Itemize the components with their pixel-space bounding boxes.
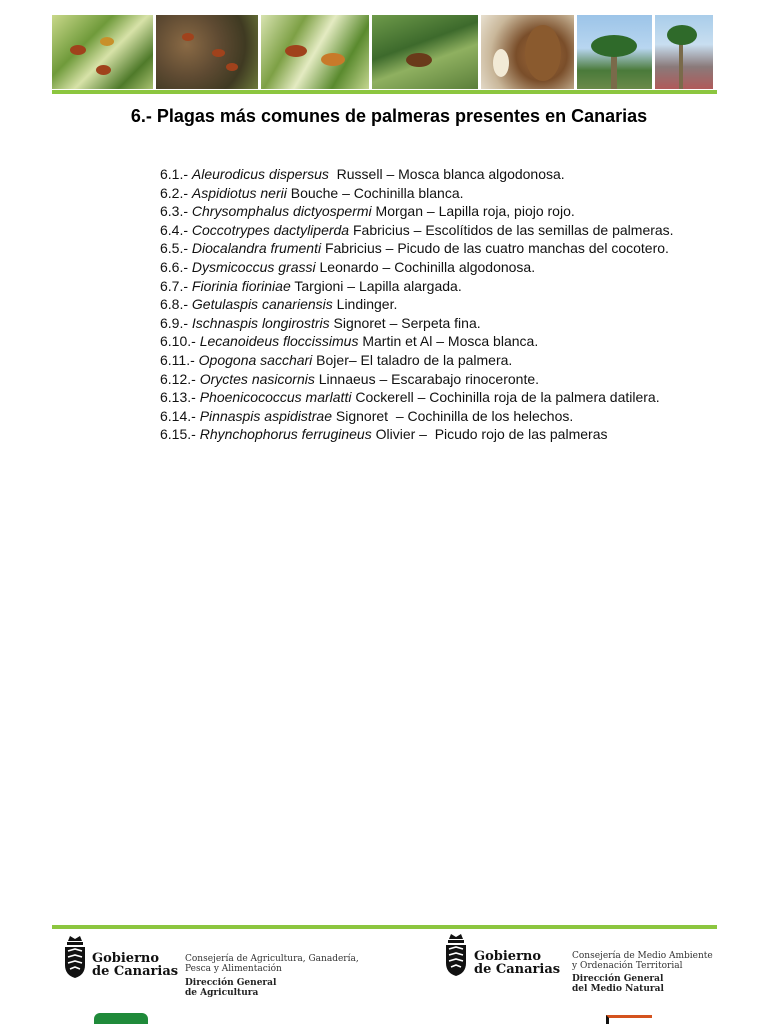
pest-species: Oryctes nasicornis	[199, 370, 315, 387]
pest-number: 6.6.-	[160, 258, 189, 275]
pest-list-item	[160, 295, 680, 314]
pest-number: 6.13.-	[160, 389, 196, 406]
pest-number: 6.12.-	[160, 370, 196, 387]
left-department: Consejería de Agricultura, Ganadería, Pesca y Alimentación Dirección General de Agricultura	[185, 954, 359, 998]
pest-number: 6.9.-	[160, 314, 189, 331]
pest-species: Dysmicoccus grassi	[191, 258, 316, 275]
photo-palm-tree	[577, 15, 652, 89]
pest-list-item	[160, 351, 680, 370]
pest-list-item	[160, 239, 680, 258]
pest-description: Olivier – Picudo rojo de las palmeras	[371, 426, 608, 443]
pest-list-item	[160, 165, 680, 184]
header-photo-banner	[52, 15, 716, 89]
pest-description: Lindinger.	[332, 296, 398, 313]
pest-description: Russell – Mosca blanca algodonosa.	[328, 166, 565, 182]
pest-list-item	[160, 370, 680, 389]
pest-list-item	[160, 388, 680, 407]
footer-green-rule	[52, 925, 717, 929]
pest-number: 6.3.-	[160, 203, 189, 220]
pest-species: Rhynchophorus ferrugineus	[199, 426, 372, 443]
coat-of-arms-icon	[62, 933, 88, 979]
pest-number: 6.15.-	[160, 426, 196, 443]
pest-species: Diocalandra frumenti	[191, 240, 322, 257]
pest-list-item	[160, 314, 680, 333]
pest-description: Linnaeus – Escarabajo rinoceronte.	[314, 370, 540, 387]
photo-weevils-on-soil	[156, 15, 258, 89]
pest-species: Fiorinia fioriniae	[191, 277, 291, 294]
pest-description: Leonardo – Cochinilla algodonosa.	[315, 258, 536, 275]
pest-species: Phoenicococcus marlatti	[199, 389, 352, 406]
pest-description: Signoret – Cochinilla de los helechos.	[332, 407, 574, 424]
pest-species: Coccotrypes dactyliperda	[191, 221, 350, 238]
pest-description: Martin et Al – Mosca blanca.	[358, 333, 539, 350]
pest-list-item	[160, 184, 680, 203]
pest-species: Getulaspis canariensis	[191, 296, 333, 313]
pest-number: 6.5.-	[160, 240, 189, 257]
pest-list-item	[160, 221, 680, 240]
pest-number: 6.7.-	[160, 277, 189, 294]
pest-description: Morgan – Lapilla roja, piojo rojo.	[371, 203, 575, 220]
pest-description: Bojer– El taladro de la palmera.	[312, 351, 513, 368]
pest-number: 6.14.-	[160, 407, 196, 424]
pest-species: Pinnaspis aspidistrae	[199, 407, 332, 424]
photo-cocoon-and-egg	[481, 15, 574, 89]
pest-species: Lecanoideus floccissimus	[199, 333, 359, 350]
pest-list-item	[160, 277, 680, 296]
pest-species: Aleurodicus dispersus	[191, 166, 329, 182]
pest-number: 6.10.-	[160, 333, 196, 350]
pest-list-item	[160, 332, 680, 351]
pest-description: Fabricius – Picudo de las cuatro manchas del cocotero.	[321, 240, 669, 257]
pest-description: Bouche – Cochinilla blanca.	[286, 184, 464, 201]
pest-number: 6.4.-	[160, 221, 189, 238]
pest-species: Chrysomphalus dictyospermi	[191, 203, 372, 220]
pest-species: Aspidiotus nerii	[191, 184, 287, 201]
right-gov-name: Gobierno de Canarias	[474, 949, 561, 977]
pest-number: 6.8.-	[160, 296, 189, 313]
left-gov-name: Gobierno de Canarias	[92, 951, 179, 979]
pest-description: Cockerell – Cochinilla roja de la palmera datilera.	[351, 389, 660, 406]
page-title: 6.- Plagas más comunes de palmeras presentes en Canarias	[130, 106, 648, 126]
pest-number: 6.2.-	[160, 184, 189, 201]
pest-list-item	[160, 258, 680, 277]
partial-logo-green	[94, 1013, 148, 1024]
coat-of-arms-icon	[443, 931, 469, 977]
pest-list	[160, 165, 680, 444]
pest-species: Ischnaspis longirostris	[191, 314, 330, 331]
photo-weevil-on-palm-trunk	[372, 15, 478, 89]
header-green-rule	[52, 90, 717, 94]
pest-list-item	[160, 425, 680, 444]
pest-list-item	[160, 407, 680, 426]
photo-weevils-on-frond	[261, 15, 369, 89]
photo-palms-street	[655, 15, 713, 89]
pest-description: Targioni – Lapilla alargada.	[290, 277, 462, 294]
partial-logo-orange	[606, 1015, 652, 1024]
pest-description: Signoret – Serpeta fina.	[329, 314, 481, 331]
pest-description: Fabricius – Escolítidos de las semillas de palmeras.	[349, 221, 674, 238]
photo-weevils-on-palm-leaf	[52, 15, 153, 89]
pest-species: Opogona sacchari	[198, 351, 313, 368]
pest-number: 6.11.-	[160, 351, 195, 368]
pest-number: 6.1.-	[160, 166, 189, 182]
pest-list-item	[160, 202, 680, 221]
right-department: Consejería de Medio Ambiente y Ordenación Territorial Dirección General del Medio Natural	[572, 951, 713, 994]
